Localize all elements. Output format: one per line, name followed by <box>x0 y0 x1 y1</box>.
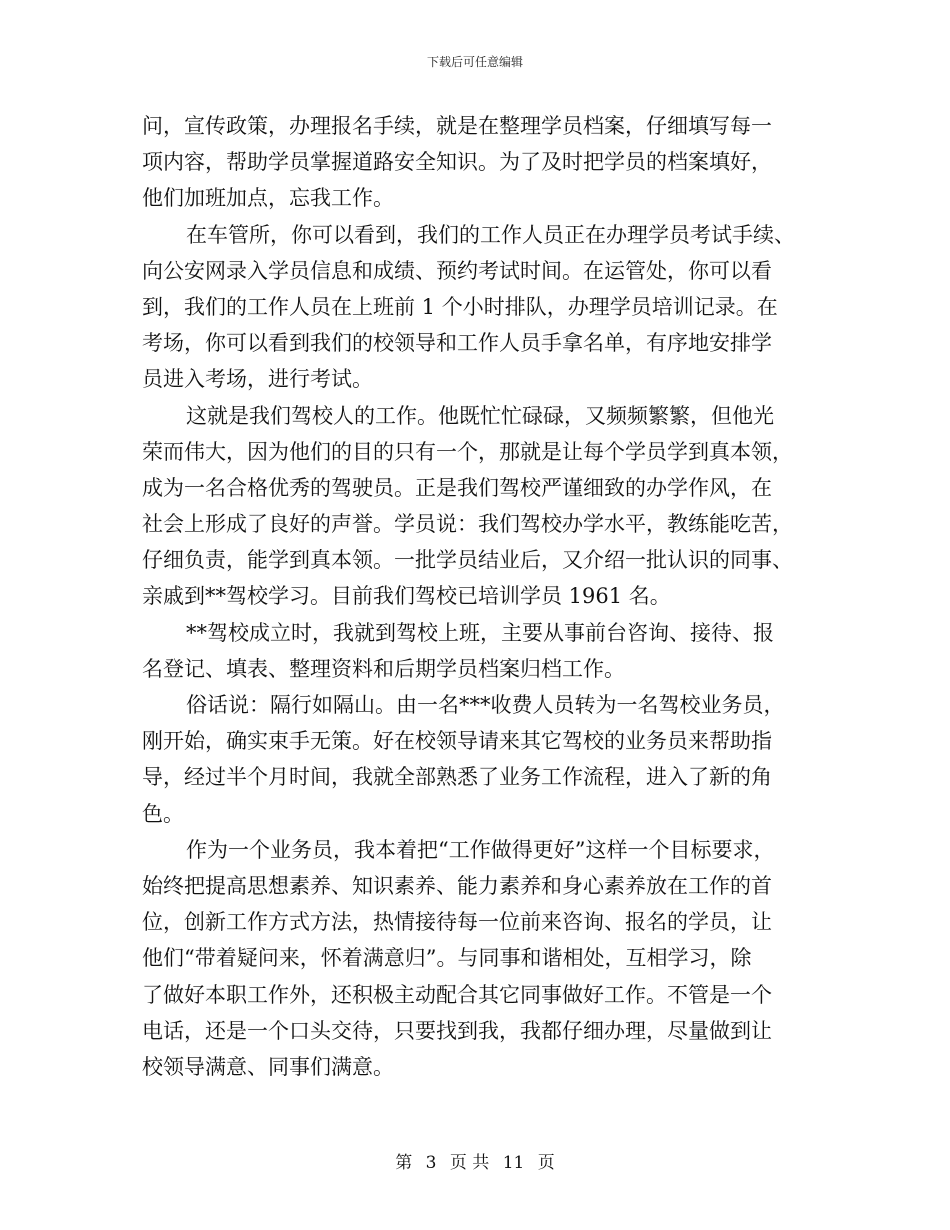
text-line: 员进入考场，进行考试。 <box>142 367 373 392</box>
text-line: 亲戚到**驾校学习。目前我们驾校已培训学员 1961 名。 <box>142 584 671 609</box>
paragraph-first-line: 作为一个业务员，我本着把“工作做得更好”这样一个目标要求， <box>186 837 775 862</box>
footer-prefix: 第 <box>395 1153 413 1173</box>
text-line: 名登记、填表、整理资料和后期学员档案归档工作。 <box>142 656 625 681</box>
text-line: 校领导满意、同事们满意。 <box>142 1054 394 1079</box>
text-line: 位，创新工作方式方法，热情接待每一位前来咨询、报名的学员，让 <box>142 910 772 935</box>
paragraph-first-line: 这就是我们驾校人的工作。他既忙忙碌碌，又频频繁繁，但他光 <box>186 403 774 428</box>
text-line: 项内容，帮助学员掌握道路安全知识。为了及时把学员的档案填好， <box>142 150 772 175</box>
paragraph-first-line: 俗话说：隔行如隔山。由一名***收费人员转为一名驾校业务员， <box>186 693 785 717</box>
text-line: 他们加班加点，忘我工作。 <box>142 186 394 211</box>
text-line: 问，宣传政策，办理报名手续，就是在整理学员档案，仔细填写每一 <box>142 114 772 138</box>
paragraph-first-line: 在车管所，你可以看到，我们的工作人员正在办理学员考试手续、 <box>186 222 795 247</box>
text-line: 成为一名合格优秀的驾驶员。正是我们驾校严谨细致的办学作风，在 <box>142 475 772 500</box>
text-line: 荣而伟大，因为他们的目的只有一个，那就是让每个学员学到真本领， <box>142 439 793 464</box>
footer-total-pages: 11 <box>502 1153 525 1173</box>
text-line: 了做好本职工作外，还积极主动配合其它同事做好工作。不管是一个 <box>142 982 772 1007</box>
text-line: 刚开始，确实束手无策。好在校领导请来其它驾校的业务员来帮助指 <box>142 729 772 754</box>
text-line: 电话，还是一个口头交待，只要找到我，我都仔细办理，尽量做到让 <box>142 1018 772 1043</box>
text-line: 他们“带着疑问来，怀着满意归”。与同事和谐相处，互相学习，除 <box>142 946 752 971</box>
paragraph-first-line: **驾校成立时，我就到驾校上班，主要从事前台咨询、接待、报 <box>186 620 774 645</box>
footer-middle: 页 共 <box>449 1153 490 1173</box>
text-line: 向公安网录入学员信息和成绩、预约考试时间。在运管处，你可以看 <box>142 258 772 283</box>
text-line: 到，我们的工作人员在上班前 1 个小时排队，办理学员培训记录。在 <box>142 294 778 319</box>
page-footer <box>0 1151 950 1175</box>
text-line: 考场，你可以看到我们的校领导和工作人员手拿名单，有序地安排学 <box>142 331 772 356</box>
page-header: 下载后可任意编辑 <box>426 55 523 69</box>
footer-current-page: 3 <box>425 1153 437 1173</box>
text-line: 仔细负责，能学到真本领。一批学员结业后，又介绍一批认识的同事、 <box>142 548 793 573</box>
text-line: 始终把提高思想素养、知识素养、能力素养和身心素养放在工作的首 <box>142 873 772 898</box>
footer-suffix: 页 <box>537 1153 555 1173</box>
text-line: 导，经过半个月时间，我就全部熟悉了业务工作流程，进入了新的角 <box>142 765 772 790</box>
document-body <box>142 108 810 1085</box>
text-line: 色。 <box>142 801 184 826</box>
text-line: 社会上形成了良好的声誉。学员说：我们驾校办学水平，教练能吃苦， <box>142 512 793 537</box>
